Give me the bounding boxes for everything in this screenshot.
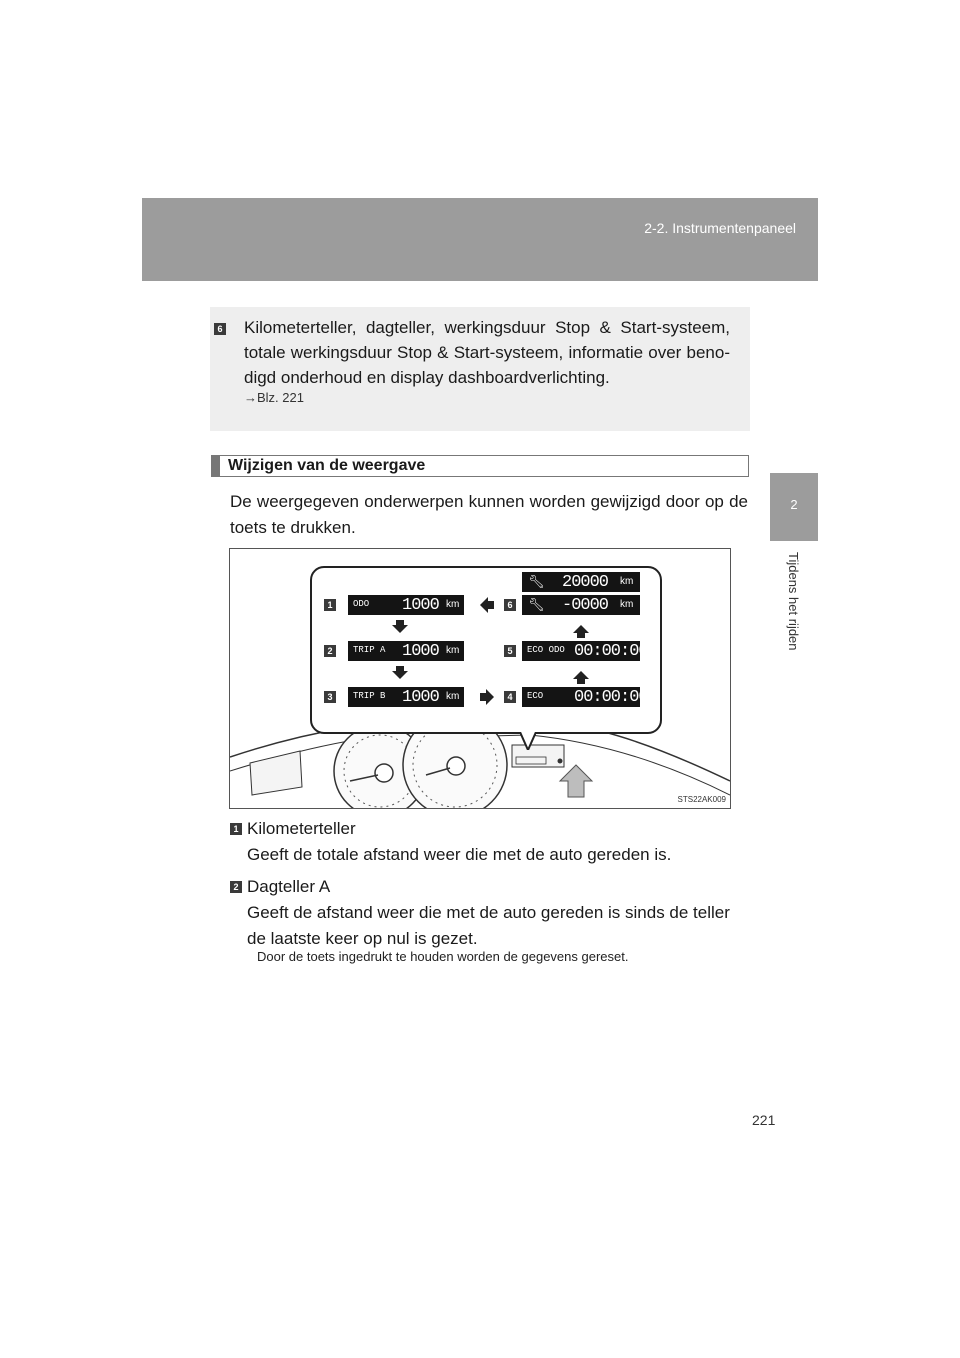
display-value: 00:00:00 bbox=[574, 688, 648, 707]
item-number-badge: 6 bbox=[214, 323, 226, 335]
display-number-5: 5 bbox=[504, 645, 516, 657]
display-bubble bbox=[310, 566, 662, 734]
section-title: 2-2. Instrumentenpaneel bbox=[644, 220, 796, 236]
section-heading bbox=[211, 455, 749, 477]
arrow-down-icon bbox=[392, 620, 408, 633]
item-number-badge: 1 bbox=[230, 823, 242, 835]
display-illustration bbox=[229, 548, 731, 809]
display-unit: km bbox=[446, 599, 460, 610]
display-value: 20000 bbox=[562, 573, 609, 592]
display-label: TRIP A bbox=[353, 645, 386, 655]
figure-id: STS22AK009 bbox=[677, 795, 726, 804]
intro-paragraph: De weergegeven onderwerpen kunnen worden gewijzigd door op de toets te drukken. bbox=[230, 492, 748, 537]
page-number: 221 bbox=[752, 1112, 776, 1128]
chapter-number: 2 bbox=[790, 497, 798, 512]
display-unit: km bbox=[620, 576, 634, 587]
arrow-up-icon bbox=[573, 671, 589, 684]
section-heading-text: Wijzigen van de weergave bbox=[228, 457, 426, 474]
item-description-2 bbox=[230, 874, 750, 948]
display-unit: km bbox=[446, 645, 460, 656]
note-text: Kilometerteller, dagteller, werkingsduur Stop & Start-systeem, totale werkingsduur Stop & Start-systeem, informatie over beno-digd onderhoud en display dashboardverlichting. bbox=[244, 318, 730, 387]
display-value: 1000 bbox=[402, 596, 439, 615]
cycle-arrows bbox=[312, 568, 664, 736]
display-label: ODO bbox=[353, 599, 370, 609]
chapter-tab bbox=[770, 473, 818, 541]
display-number-3: 3 bbox=[324, 691, 336, 703]
chapter-title: Tijdens het rijden bbox=[786, 552, 801, 651]
note-reference: →Blz. 221 bbox=[244, 390, 304, 405]
display-value: 1000 bbox=[402, 688, 439, 707]
arrow-down-icon bbox=[392, 666, 408, 679]
wrench-icon: 🔧︎ bbox=[528, 597, 545, 612]
display-value: -0000 bbox=[562, 596, 609, 615]
display-number-2: 2 bbox=[324, 645, 336, 657]
display-label: TRIP B bbox=[353, 691, 386, 701]
display-unit: km bbox=[620, 599, 634, 610]
display-number-4: 4 bbox=[504, 691, 516, 703]
display-unit: km bbox=[446, 691, 460, 702]
wrench-icon: 🔧︎ bbox=[528, 574, 545, 589]
item-label: Kilometerteller bbox=[247, 819, 356, 838]
footnote: Door de toets ingedrukt te houden worden de gegevens gereset. bbox=[257, 949, 629, 964]
display-label: ECO ODO bbox=[527, 645, 565, 655]
arrow-up-icon bbox=[573, 625, 589, 638]
display-number-1: 1 bbox=[324, 599, 336, 611]
display-number-6: 6 bbox=[504, 599, 516, 611]
page-header bbox=[142, 198, 818, 281]
display-value: 00:00:00 bbox=[574, 642, 648, 661]
item-number-badge: 2 bbox=[230, 881, 242, 893]
display-value: 1000 bbox=[402, 642, 439, 661]
item-label: Dagteller A bbox=[247, 877, 331, 896]
display-label: ECO bbox=[527, 691, 544, 701]
item-body: Geeft de totale afstand weer die met de auto gereden is. bbox=[247, 845, 672, 864]
item-body: Geeft de afstand weer die met de auto gereden is sinds de teller de laatste keer op nul is gezet. bbox=[247, 903, 730, 948]
arrow-right-icon bbox=[480, 689, 494, 705]
note-box bbox=[210, 307, 750, 431]
item-description-1 bbox=[230, 816, 750, 868]
arrow-left-icon bbox=[480, 597, 494, 613]
bubble-tail bbox=[520, 732, 536, 750]
